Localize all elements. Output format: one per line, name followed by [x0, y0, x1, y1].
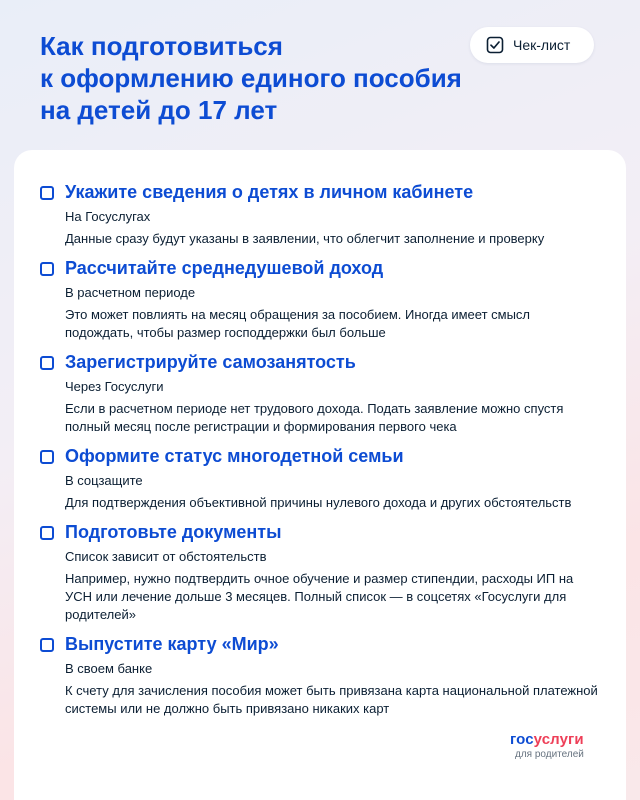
gosuslugi-logo	[510, 731, 584, 762]
checklist-item	[40, 520, 600, 624]
item-title: Выпустите карту «Мир»	[65, 634, 279, 654]
item-description: Данные сразу будут указаны в заявлении, что облегчит заполнение и проверку	[65, 231, 545, 246]
checkbox-icon[interactable]	[40, 638, 54, 652]
checkbox-icon[interactable]	[40, 262, 54, 276]
checklist-item	[40, 180, 600, 248]
item-title: Рассчитайте среднедушевой доход	[65, 258, 384, 278]
item-subtitle: В своем банке	[65, 661, 153, 676]
item-subtitle: В расчетном периоде	[65, 285, 196, 300]
checklist-badge	[470, 27, 594, 63]
item-description: Это может повлиять на месяц обращения за пособием. Иногда имеет смысл подождать, чтобы размер господдержки был больше	[65, 307, 531, 340]
checkbox-checked-icon	[486, 36, 504, 54]
checkbox-icon[interactable]	[40, 186, 54, 200]
item-subtitle: Через Госуслуги	[65, 379, 164, 394]
checkbox-icon[interactable]	[40, 450, 54, 464]
checklist-item	[40, 632, 600, 718]
logo-part-uslugi: услуги	[533, 731, 584, 748]
logo-subtitle: для родителей	[515, 749, 584, 760]
item-title: Зарегистрируйте самозанятость	[65, 352, 356, 372]
item-subtitle: Список зависит от обстоятельств	[65, 549, 267, 564]
logo-part-gos: гос	[510, 731, 534, 748]
item-title: Подготовьте документы	[65, 522, 282, 542]
item-title: Укажите сведения о детях в личном кабинете	[65, 182, 474, 202]
checklist	[40, 180, 600, 718]
item-description: Если в расчетном периоде нет трудового дохода. Подать заявление можно спустя полный месяц после регистрации и формирования первого чека	[65, 401, 564, 434]
item-description: К счету для зачисления пособия может быть привязана карта национальной платежной системы или не должно быть привязано никаких карт	[65, 683, 598, 716]
checkbox-icon[interactable]	[40, 356, 54, 370]
checklist-item	[40, 350, 600, 436]
item-subtitle: На Госуслугах	[65, 209, 151, 224]
item-description: Например, нужно подтвердить очное обучение и размер стипендии, расходы ИП на УСН или лечение дольше 3 месяцев. Полный список — в соцсетях «Госуслуги для родителей»	[65, 571, 574, 622]
checklist-item	[40, 256, 600, 342]
checkbox-icon[interactable]	[40, 526, 54, 540]
badge-label: Чек-лист	[513, 37, 571, 53]
item-title: Оформите статус многодетной семьи	[65, 446, 404, 466]
logo-wordmark	[510, 731, 584, 748]
page-title: Как подготовиться к оформлению единого пособия на детей до 17 лет	[40, 31, 462, 125]
item-description: Для подтверждения объективной причины нулевого дохода и других обстоятельств	[65, 495, 572, 510]
item-subtitle: В соцзащите	[65, 473, 143, 488]
checklist-item	[40, 444, 600, 512]
